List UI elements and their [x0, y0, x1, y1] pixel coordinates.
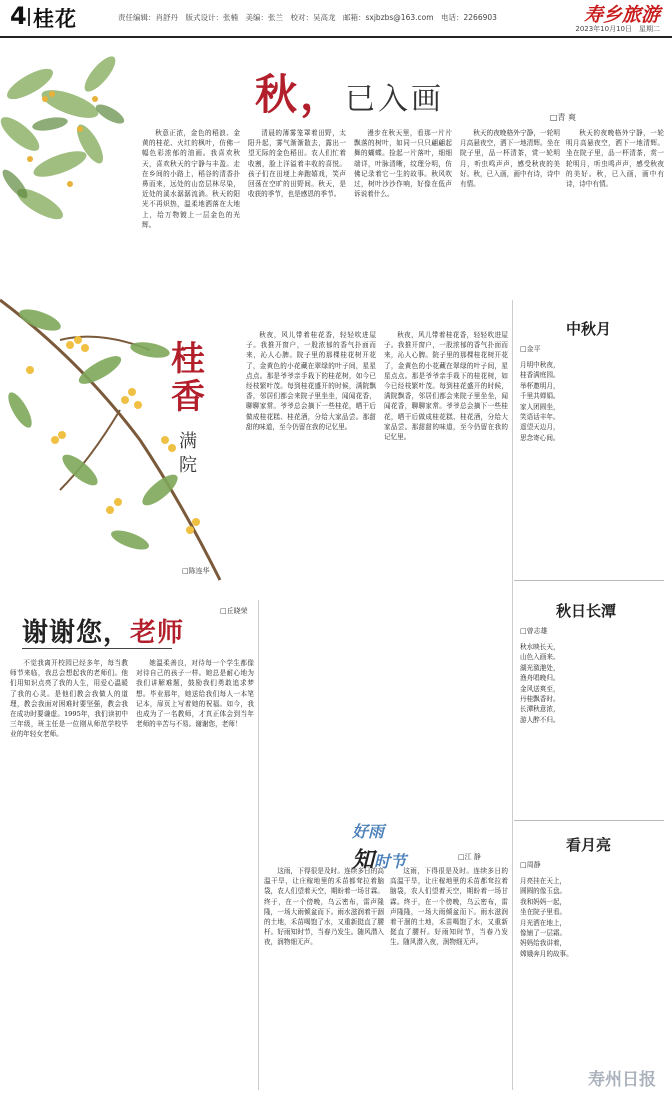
- poem-3-title: 看月亮: [566, 836, 612, 854]
- page-header: [0, 0, 672, 44]
- autumn-article-col3: 漫步在秋天里，看那一片片飘落的树叶，如同一只只翩翩起舞的蝴蝶。捡起一片落叶，细细端详，叶脉清晰，纹理分明，仿佛记录着它一生的故事。秋风吹过，树叶沙沙作响，好像在低声诉说着什么。: [354, 129, 452, 199]
- autumn-article-col2: 清晨的薄雾笼罩着田野，太阳升起，雾气渐渐散去，露出一望无际的金色稻田。农人们忙着收割，脸上洋溢着丰收的喜悦。孩子们在田埂上奔跑嬉戏，笑声回荡在空旷的田野间。秋天，是收获的季节，也是感恩的季节。: [248, 129, 346, 199]
- osmanthus-subtitle: 满院: [179, 431, 197, 476]
- poem-2-author: □曾志雄: [520, 627, 548, 635]
- poem-1-lines: 月明中秋夜， 桂香满庭园。 举杯邀明月， 千里共婵娟。 家人团圆坐， 笑语话丰年。 遥望天边月， 思念寄心间。: [520, 361, 560, 442]
- teacher-article-author: □丘晓荣: [220, 607, 248, 615]
- poem-3-lines: 月亮挂在天上， 圆圆的像玉盘。 我和妈妈一起， 坐在院子里看。 月光洒在地上， 像铺了一层霜。 妈妈给我讲着， 嫦娥奔月的故事。: [520, 877, 573, 958]
- teacher-title-a: 谢谢您，: [22, 618, 131, 648]
- poem-divider-1: [514, 580, 664, 581]
- osmanthus-text-col1: 秋夜，风儿带着桂花香，轻轻吹进屋子。我推开窗户，一股浓郁的香气扑面而来，沁人心脾。院子里的那棵桂花树开花了，金黄色的小花藏在翠绿的叶子间，星星点点。那是爷爷亲手栽下的桂花树，如今已经枝繁叶茂。每到桂花盛开的时候，满院飘香，邻居们都会来院子里坐坐，闻闻花香，聊聊家常。爷爷总会摘下一些桂花，晒干后做成桂花糕、桂花酒，分给大家品尝。那甜甜的味道，至今仍留在我的记忆里。: [246, 331, 376, 431]
- column-rule-2: [258, 600, 259, 1090]
- teacher-article-title: [22, 612, 184, 649]
- header-rule: [0, 36, 672, 38]
- rain-title-a: 好雨: [352, 822, 385, 841]
- poem-divider-2: [514, 820, 664, 821]
- newspaper-watermark: 寿州日报: [588, 1070, 656, 1090]
- title-sub-text: 已入画: [345, 82, 445, 117]
- rain-title-b: 知: [352, 848, 375, 873]
- teacher-title-b: 老师: [130, 618, 185, 648]
- header-divider: [28, 8, 30, 26]
- poem-3-author: □周静: [520, 861, 541, 869]
- autumn-article-col1: 秋意正浓，金色的稻浪、金黄的桂花、火红的枫叶，仿佛一幅色彩浓郁的油画。我喜欢秋天，喜欢秋天的宁静与丰盈。走在乡间的小路上，稻谷的清香扑鼻而来，远处的山峦层林尽染，近处的溪水潺潺流淌。秋天的阳光不再炽热，温柔地洒落在大地上，给万物镀上一层金色的光辉。: [142, 129, 240, 229]
- page-number: 4: [10, 2, 27, 30]
- autumn-article-title: [255, 62, 444, 122]
- autumn-article-col5: 秋天的夜晚格外宁静，一轮明月高悬夜空，洒下一地清辉。坐在院子里，品一杯清茶，赏一轮明月，听虫鸣声声，感受秋夜的美好。秋，已入画，画中有诗，诗中有情。: [566, 129, 664, 189]
- column-rule: [512, 300, 513, 1090]
- newspaper-logo: 寿乡旅游: [583, 4, 660, 26]
- editor-credits: 责任编辑：肖舒丹 版式设计：张楠 美编：张兰 校对：吴高龙 邮箱：sxjbzbs@163.com 电话：2266903: [118, 13, 497, 22]
- teacher-title-rule: [22, 648, 172, 649]
- section-title: 桂花: [33, 7, 77, 31]
- poem-1-author: □金平: [520, 345, 541, 353]
- teacher-text-col1: 不觉我离开校园已经多年，每当教师节来临，我总会想起我的老师们。他们用知识点亮了我的人生，用爱心温暖了我的心灵。是他们教会我做人的道理，教会我面对困难时要坚强，教会我在成功时要谦虚。1995年，我们读初中三年级，班主任是一位刚从师范学校毕业的年轻女老师。: [10, 659, 128, 739]
- teacher-text-col2: 她温柔善良，对待每一个学生都像对待自己的孩子一样。她总是耐心地为我们讲解难题，鼓励我们勇敢追求梦想。毕业那年，她送给我们每人一本笔记本，扉页上写着她的祝福。如今，我也成为了一名教师，才真正体会到当年老师的辛苦与不易。谢谢您，老师！: [136, 659, 254, 729]
- rain-text-col2: 这雨，下得很是及时。连续多日的高温干旱，让庄稼地里的禾苗都耷拉着脑袋，农人们望着天空，期盼着一场甘霖。终于，在一个傍晚，乌云密布，雷声隆隆，一场大雨倾盆而下。雨水滋润着干涸的土地，禾苗喝饱了水，又重新挺直了腰杆。好雨知时节，当春乃发生。随风潜入夜，润物细无声。: [390, 867, 508, 947]
- poem-2-lines: 秋水映长天， 山色入画来。 湖光潋滟处， 渔舟唱晚归。 金风送爽至， 丹桂飘香时。 长潭秋意浓， 游人醉不归。: [520, 643, 560, 724]
- rain-title-c: 时节: [374, 852, 407, 871]
- rain-text-col1: 这雨，下得很是及时。连续多日的高温干旱，让庄稼地里的禾苗都耷拉着脑袋，农人们望着天空，期盼着一场甘霖。终于，在一个傍晚，乌云密布，雷声隆隆，一场大雨倾盆而下。雨水滋润着干涸的土地，禾苗喝饱了水，又重新挺直了腰杆。好雨知时节，当春乃发生。随风潜入夜，润物细无声。: [264, 867, 384, 947]
- poem-2-title: 秋日长潭: [556, 602, 617, 620]
- title-main-text: 秋，: [255, 70, 346, 119]
- issue-date: 2023年10月10日 星期二: [575, 25, 660, 33]
- autumn-article-author: □青 爽: [549, 113, 576, 122]
- rain-article-author: □江 静: [458, 853, 481, 861]
- autumn-article-col4: 秋天的夜晚格外宁静，一轮明月高悬夜空，洒下一地清辉。坐在院子里，品一杯清茶，赏一轮明月，听虫鸣声声，感受秋夜的美好。秋，已入画，画中有诗，诗中有情。: [460, 129, 560, 189]
- osmanthus-text-col2: 秋夜，风儿带着桂花香，轻轻吹进屋子。我推开窗户，一股浓郁的香气扑面而来，沁人心脾。院子里的那棵桂花树开花了，金黄色的小花藏在翠绿的叶子间，星星点点。那是爷爷亲手栽下的桂花树，如今已经枝繁叶茂。每到桂花盛开的时候，满院飘香，邻居们都会来院子里坐坐，闻闻花香，聊聊家常。爷爷总会摘下一些桂花，晒干后做成桂花糕、桂花酒，分给大家品尝。那甜甜的味道，至今仍留在我的记忆里。: [384, 331, 508, 442]
- osmanthus-title-text: 桂香: [171, 339, 205, 417]
- poem-1-title: 中秋月: [566, 320, 612, 338]
- osmanthus-author: □陈连华: [182, 567, 210, 575]
- osmanthus-title: [170, 340, 206, 416]
